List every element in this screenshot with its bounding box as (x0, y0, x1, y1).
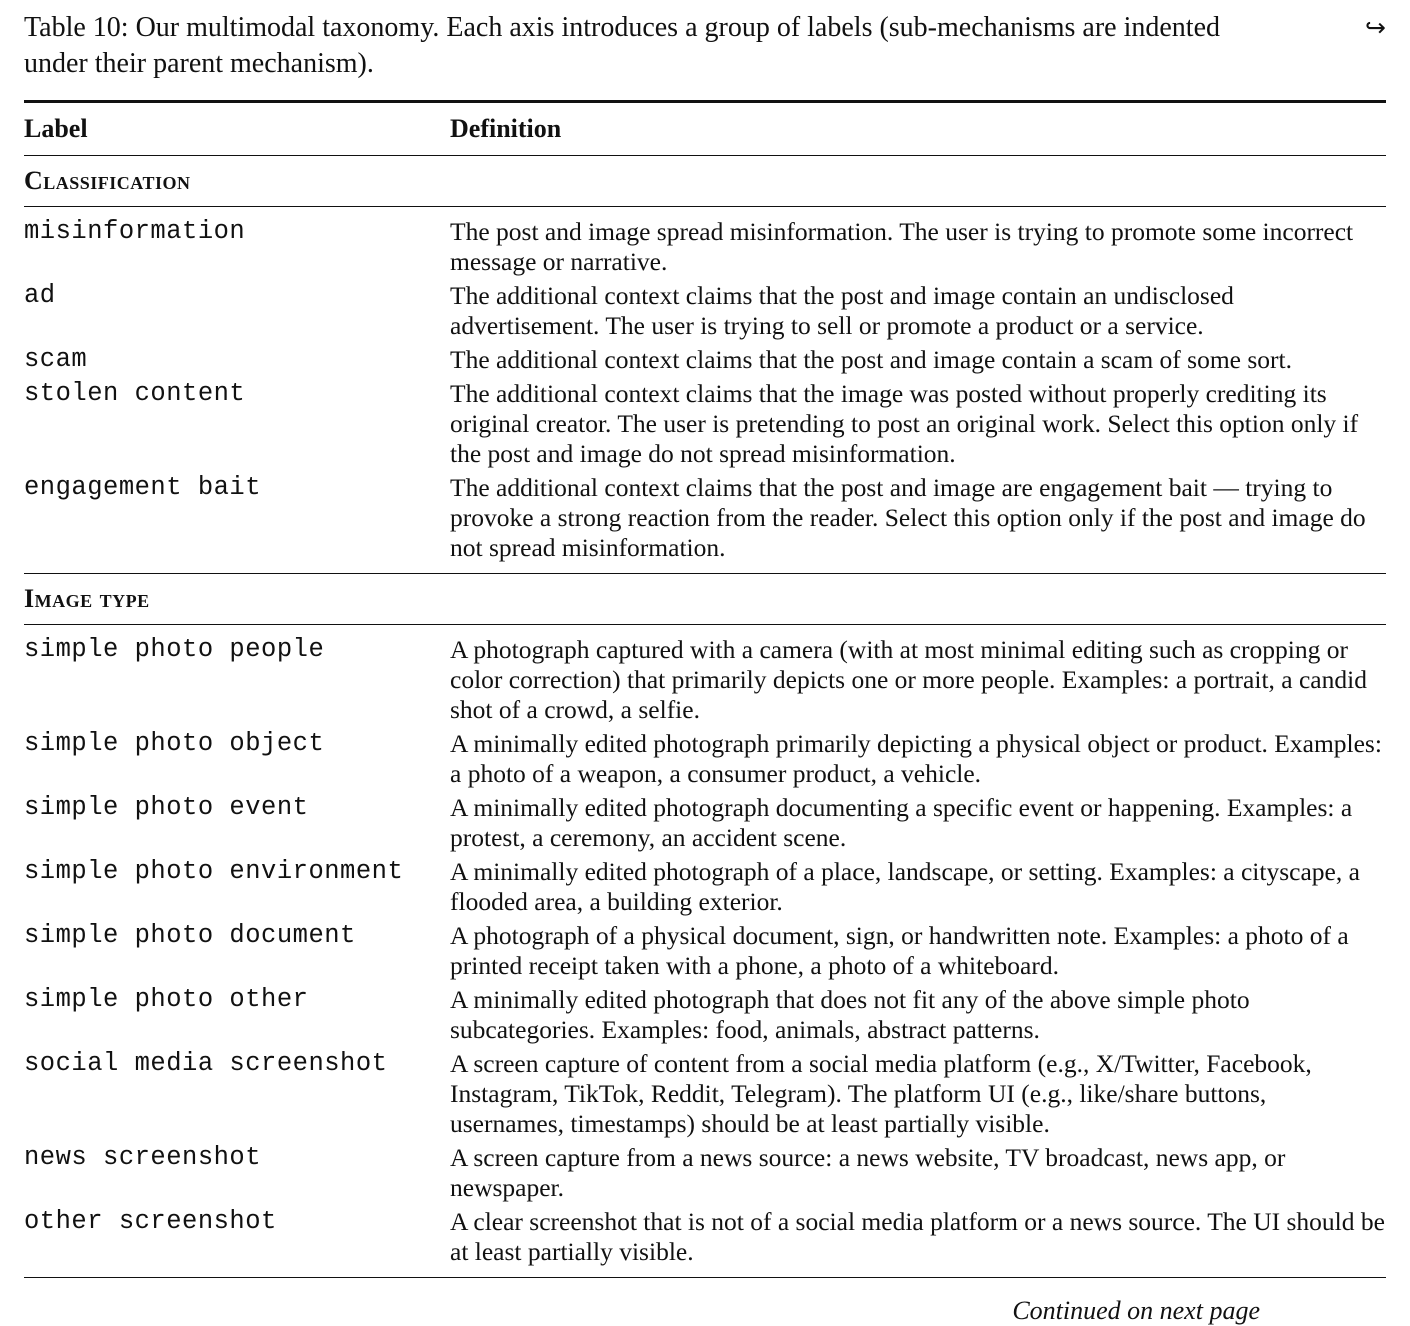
row-definition: A clear screenshot that is not of a social media platform or a news source. The UI should be at least partially visible. (450, 1207, 1386, 1278)
header-definition: Definition (450, 102, 1386, 156)
table-header-row (24, 102, 1386, 156)
table-row (24, 729, 1386, 793)
row-label: simple photo people (24, 635, 325, 664)
row-label: news screenshot (24, 1143, 262, 1172)
row-label: ad (24, 281, 56, 310)
row-definition: A minimally edited photograph primarily depicting a physical object or product. Examples: a photo of a weapon, a consumer product, a vehicle. (450, 729, 1382, 788)
row-definition: A minimally edited photograph documenting a specific event or happening. Examples: a protest, a ceremony, an accident scene. (450, 793, 1353, 852)
row-definition: A minimally edited photograph of a place, landscape, or setting. Examples: a cityscape, a flooded area, a building exterior. (450, 857, 1360, 916)
section-title-row (24, 156, 1386, 207)
row-definition: The additional context claims that the post and image contain an undisclosed advertisement. The user is trying to sell or promote a product or a service. (450, 281, 1234, 340)
table-row (24, 345, 1386, 379)
row-definition: A photograph of a physical document, sign, or handwritten note. Examples: a photo of a printed receipt taken with a phone, a photo of a whiteboard. (450, 921, 1349, 980)
row-label: misinformation (24, 217, 246, 246)
row-definition: The additional context claims that the image was posted without properly crediting its original creator. The user is pretending to post an original work. Select this option only if the post and image do not spread misinformation. (450, 379, 1359, 468)
section-title: Image type (24, 574, 1386, 625)
table-caption (24, 10, 1386, 82)
row-label: engagement bait (24, 473, 262, 502)
table-row (24, 1207, 1386, 1278)
row-label: scam (24, 345, 88, 374)
row-label: simple photo other (24, 985, 309, 1014)
header-label: Label (24, 102, 450, 156)
row-definition: A photograph captured with a camera (with at most minimal editing such as cropping or color correction) that primarily depicts one or more people. Examples: a portrait, a candid shot of a crowd, a selfie. (450, 635, 1367, 724)
row-label: simple photo environment (24, 857, 404, 886)
row-label: simple photo object (24, 729, 325, 758)
row-label: simple photo event (24, 793, 309, 822)
table-row (24, 857, 1386, 921)
section-classification (24, 156, 1386, 574)
row-definition: A screen capture from a news source: a news website, TV broadcast, news app, or newspaper. (450, 1143, 1286, 1202)
section-image-type (24, 574, 1386, 1278)
row-definition: The additional context claims that the post and image are engagement bait — trying to provoke a strong reaction from the reader. Select this option only if the post and image do not spread misinformation. (450, 473, 1366, 562)
row-label: simple photo document (24, 921, 356, 950)
section-title-row (24, 574, 1386, 625)
caption-text: Table 10: Our multimodal taxonomy. Each axis introduces a group of labels (sub-mechanisms are indented (24, 12, 1221, 43)
table-row (24, 625, 1386, 730)
row-definition: A screen capture of content from a social media platform (e.g., X/Twitter, Facebook, Instagram, TikTok, Reddit, Telegram). The platform UI (e.g., like/share buttons, usernames, timestamps) should be at least partially visible. (450, 1049, 1312, 1138)
table-row (24, 793, 1386, 857)
row-label: social media screenshot (24, 1049, 388, 1078)
row-label: other screenshot (24, 1207, 450, 1278)
row-definition: The additional context claims that the post and image contain a scam of some sort. (450, 345, 1292, 374)
table-row (24, 1049, 1386, 1143)
paper-page (24, 10, 1386, 1278)
section-title: Classification (24, 156, 1386, 207)
table-row (24, 379, 1386, 473)
continued-note: Continued on next page (1012, 1296, 1260, 1325)
table-row (24, 1143, 1386, 1207)
row-definition: A minimally edited photograph that does not fit any of the above simple photo subcategories. Examples: food, animals, abstract patterns. (450, 985, 1250, 1044)
hook-arrow-icon: ↪ (1365, 13, 1386, 42)
row-label: stolen content (24, 379, 246, 408)
caption-text-end: under their parent mechanism). (24, 48, 374, 79)
table-row (24, 473, 1386, 574)
table-row (24, 281, 1386, 345)
row-definition: The post and image spread misinformation. The user is trying to promote some incorrect message or narrative. (450, 217, 1354, 276)
table-row (24, 985, 1386, 1049)
table-row (24, 207, 1386, 282)
taxonomy-table (24, 100, 1386, 1278)
table-row (24, 921, 1386, 985)
